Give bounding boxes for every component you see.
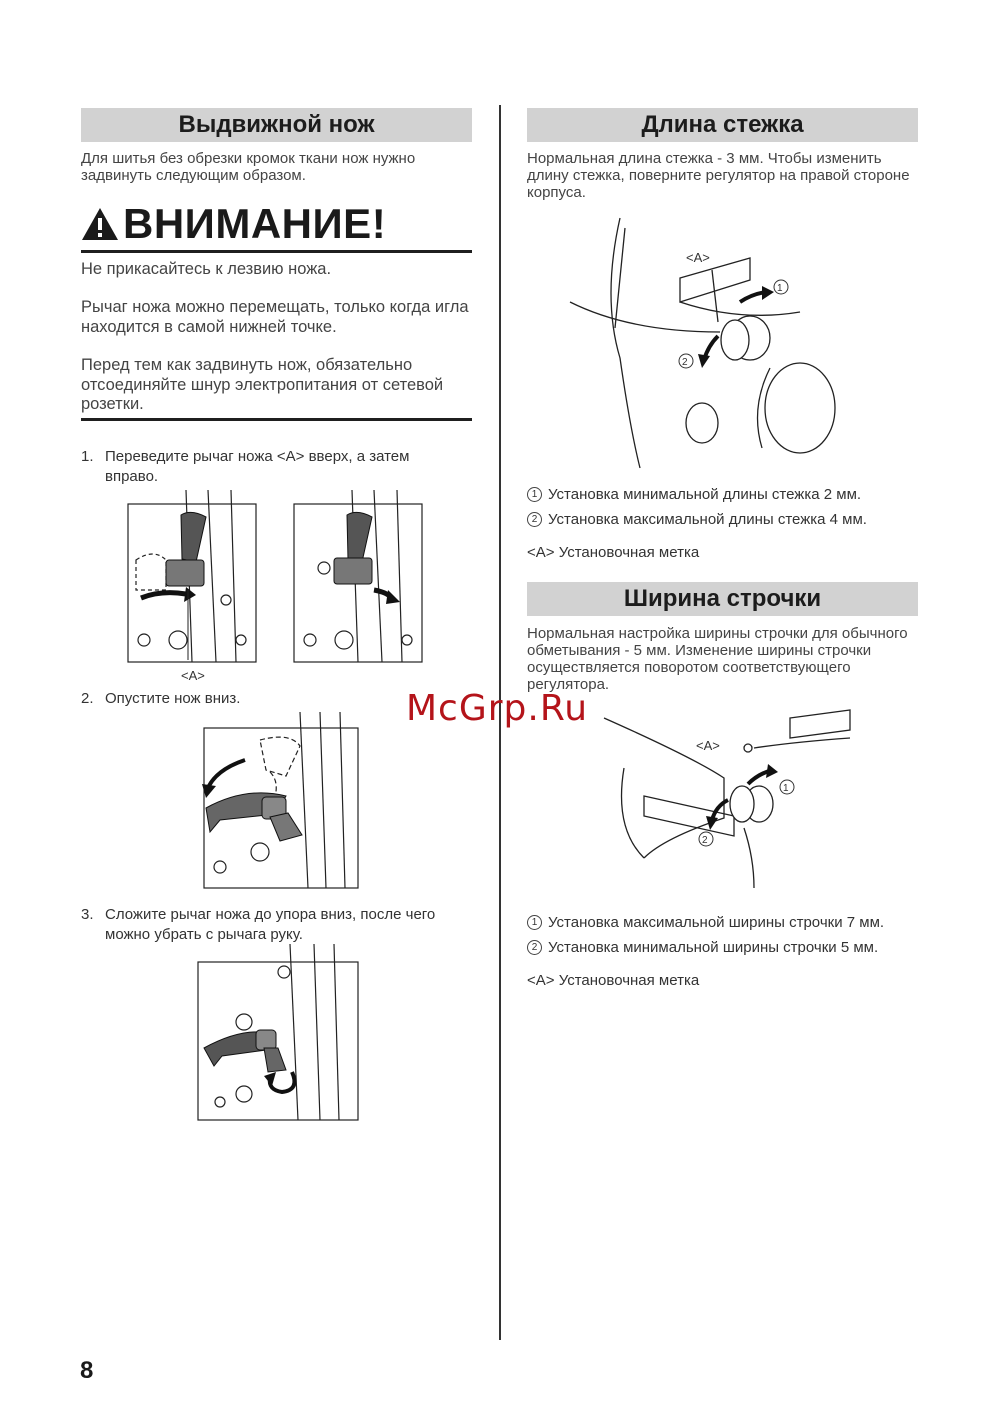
- step-number: 3.: [81, 906, 94, 923]
- figure-label-a: <A>: [686, 250, 710, 265]
- stitch-width-intro: Нормальная настройка ширины строчки для обычного обметывания - 5 мм. Изменение ширины строчки осуществляется поворотом соответствующего регулятора.: [527, 625, 908, 693]
- legend-number: 1: [527, 487, 542, 502]
- legend-text: Установка максимальной ширины строчки 7 мм.: [548, 914, 885, 931]
- step-3: [81, 905, 481, 945]
- figure-num-2: 2: [682, 357, 688, 368]
- step-number: 1.: [81, 448, 94, 465]
- step-text: Переведите рычаг ножа <A> вверх, а затем: [105, 448, 410, 465]
- stitch-length-legend-2: [527, 511, 867, 528]
- figure-label-a: <A>: [181, 668, 205, 683]
- legend-number: 2: [527, 940, 542, 955]
- warning-heading: [81, 200, 386, 248]
- figure-num-1: 1: [783, 783, 789, 794]
- knife-down-figure: [190, 712, 360, 892]
- warning-bottom-rule: [81, 418, 472, 421]
- figure-num-2: 2: [702, 835, 708, 846]
- step-text-cont: вправо.: [105, 468, 159, 485]
- step-1: [81, 447, 481, 487]
- stitch-width-legend-2: [527, 939, 878, 956]
- stitch-length-legend-1: [527, 486, 861, 503]
- legend-number: 2: [527, 512, 542, 527]
- knife-lever-figure-1a: [126, 490, 261, 665]
- step-number: 2.: [81, 690, 94, 707]
- stitch-length-mark: <A> Установочная метка: [527, 544, 700, 561]
- stitch-length-dial-figure: [570, 218, 840, 468]
- warning-text-3: Перед тем как задвинуть нож, обязательно отсоединяйте шнур электропитания от сетевой розетки.: [81, 356, 444, 413]
- knife-fold-figure: [194, 944, 364, 1124]
- stitch-length-intro: Нормальная длина стежка - 3 мм. Чтобы изменить длину стежка, поверните регулятор на правой стороне корпуса.: [527, 150, 910, 201]
- legend-text: Установка минимальной ширины строчки 5 мм.: [548, 939, 879, 956]
- legend-number: 1: [527, 915, 542, 930]
- step-text: Сложите рычаг ножа до упора вниз, после чего: [105, 906, 436, 923]
- warning-text-2: Рычаг ножа можно перемещать, только когда игла находится в самой нижней точке.: [81, 298, 469, 336]
- stitch-width-dial-figure: [604, 708, 854, 888]
- warning-text-1: Не прикасайтесь к лезвию ножа.: [81, 260, 332, 278]
- knife-intro: Для шитья без обрезки кромок ткани нож нужно задвинуть следующим образом.: [81, 150, 416, 184]
- step-text: Опустите нож вниз.: [105, 690, 241, 707]
- warning-heading-text: ВНИМАНИЕ!: [123, 200, 387, 247]
- legend-text: Установка максимальной длины стежка 4 мм.: [548, 511, 867, 528]
- section-title-stitch-width: Ширина строчки: [527, 582, 918, 616]
- legend-text: Установка минимальной длины стежка 2 мм.: [548, 486, 862, 503]
- stitch-width-mark: <A> Установочная метка: [527, 972, 700, 989]
- page-number: 8: [80, 1357, 94, 1384]
- section-title-stitch-length: Длина стежка: [527, 108, 918, 142]
- stitch-width-legend-1: [527, 914, 884, 931]
- figure-label-a: <A>: [696, 738, 720, 753]
- section-title-retractable-knife: Выдвижной нож: [81, 108, 472, 142]
- warning-triangle-icon: [81, 206, 119, 242]
- step-text-cont: можно убрать с рычага руку.: [105, 926, 303, 943]
- warning-top-rule: [81, 250, 472, 253]
- watermark: McGrp.Ru: [406, 688, 589, 729]
- figure-num-1: 1: [777, 283, 783, 294]
- knife-lever-figure-1b: [292, 490, 427, 665]
